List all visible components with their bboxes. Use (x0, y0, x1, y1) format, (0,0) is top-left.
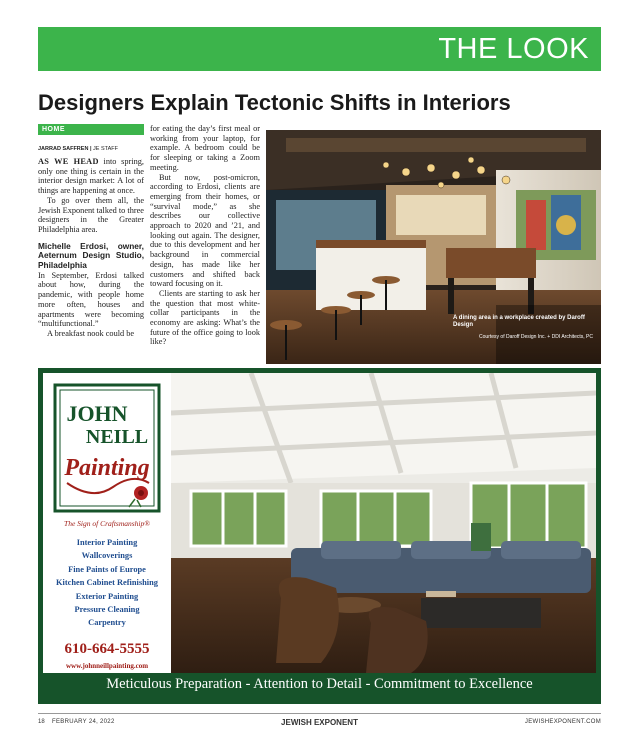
living-room-image (171, 373, 596, 673)
service-item: Kitchen Cabinet Refinishing (56, 578, 158, 588)
service-item: Exterior Painting (75, 591, 139, 601)
issue-date: FEBRUARY 24, 2022 (52, 719, 115, 725)
paragraph: In September, Erdosi talked about how, during the pandemic, with people home more often, houses and apartments were becoming “multifunctional.” (38, 270, 144, 329)
article-body-1 (38, 157, 144, 339)
category-bar (38, 124, 144, 135)
byline: JARRAD SAFFREN | JE STAFF (38, 146, 118, 152)
service-item: Carpentry (88, 618, 126, 628)
page-number: 18 (38, 719, 45, 725)
service-item: Interior Painting (76, 538, 138, 547)
article-headline: Designers Explain Tectonic Shifts in Interiors (38, 90, 511, 115)
john-neill-painting-ad (38, 368, 601, 704)
logo-text-neill: NEILL (85, 426, 149, 448)
author-name: JARRAD SAFFREN (38, 146, 89, 152)
ad-info-panel (43, 373, 171, 673)
logo-text-john: JOHN (66, 401, 128, 426)
section-banner (38, 27, 601, 71)
publication-name: JEWISH EXPONENT (281, 718, 358, 727)
paragraph: Clients are starting to ask her the question that most white-collar participants in the economy are asking: What’s the future of the office going to look like? (150, 288, 260, 347)
category-label: HOME (42, 126, 65, 133)
ad-slogan: The Sign of Craftsmanship® (64, 519, 150, 528)
article-body-2 (150, 124, 260, 347)
service-item: Fine Paints of Europe (68, 564, 146, 574)
paragraph: into spring, only one thing is certain in the interior design market: A lot of things are happening at once. (38, 157, 144, 196)
service-item: Wallcoverings (81, 551, 133, 561)
ad-website: www.johnneillpainting.com (65, 662, 149, 670)
john-neill-logo (53, 383, 161, 513)
article-photo-dining-area (266, 130, 601, 364)
ad-phone: 610-664-5555 (64, 641, 150, 657)
section-title: THE LOOK (438, 33, 589, 65)
logo-text-painting: Painting (64, 455, 150, 481)
footer-divider (38, 713, 601, 714)
ad-tagline: Meticulous Preparation - Attention to Detail - Commitment to Excellence (106, 676, 533, 692)
lead-in: AS WE HEAD (38, 157, 99, 166)
paragraph: But now, post-omicron, according to Erdosi, clients are emerging from their homes, or “survival mode,” as she describes our collective approach to 2020 and ’21, and looking out again. The designer, due to this development and her background in commercial design, has made like her customers and shifted back toward focusing on it. (150, 172, 260, 289)
photo-caption (453, 313, 593, 340)
publication-website: JEWISHEXPONENT.COM (524, 719, 601, 725)
ad-photo-living-room (171, 373, 596, 673)
subhead: Michelle Erdosi, owner, Aeternum Design Studio, Philadelphia (38, 240, 144, 271)
paragraph: To go over them all, the Jewish Exponent talked to three designers in the Greater Philadelphia area. (38, 195, 144, 234)
author-affiliation: JE STAFF (93, 146, 118, 152)
article-column-2 (150, 124, 260, 347)
article-column-1 (38, 124, 144, 339)
paragraph: for eating the day’s first meal or working from your laptop, for example. A bedroom could be for sleeping or taking a Zoom meeting. (150, 124, 260, 172)
paragraph: A breakfast nook could be (47, 328, 135, 338)
services-list (43, 536, 171, 630)
caption-title: A dining area in a workplace created by Daroff Design (453, 314, 585, 328)
service-item: Pressure Cleaning (74, 605, 140, 615)
caption-credit: Courtesy of Daroff Design Inc. + DDI Architects, PC (479, 334, 593, 340)
